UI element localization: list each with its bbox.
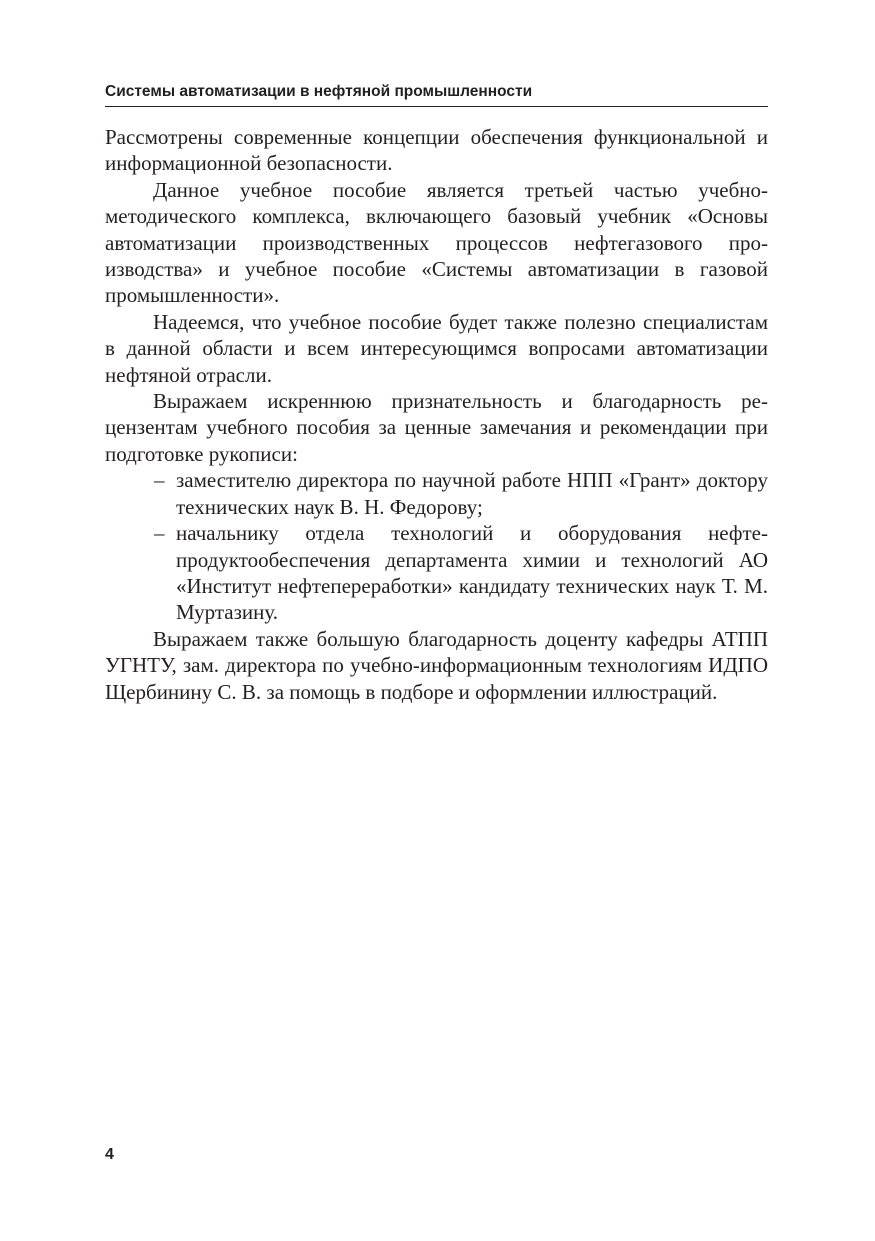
paragraph-security-concepts: Рассмотрены современные концепции обеспечения функциональной и информационной безопасности. <box>105 125 768 176</box>
list-dash: – <box>154 468 165 493</box>
paragraph-audience: Надеемся, что учебное пособие будет также полезно специалистам в данной области и всем интересующимся вопросами автоматизации нефтяной отрасли. <box>105 309 768 387</box>
list-dash: – <box>154 521 165 546</box>
running-head-title: Системы автоматизации в нефтяной промышленности <box>105 83 533 100</box>
list-item <box>105 520 768 626</box>
page-number: 4 <box>105 1146 114 1163</box>
paragraph-acknowledgement-illustrations: Выражаем также большую благодарность доценту кафедры АТПП УГНТУ, зам. директора по учебно-информационным технологиям ИДПО Щербинину С. В. за помощь в подборе и оформлении иллюстраций. <box>105 626 768 704</box>
page-body <box>105 124 768 705</box>
reviewers-list <box>105 467 768 625</box>
reviewer-text: заместителю директора по научной работе НПП «Грант» доктору технических наук В. Н. Федорову; <box>176 468 768 519</box>
paragraph-acknowledgement-reviewers: Выражаем искреннюю признательность и благодарность рецензентам учебного пособия за ценные замечания и рекомендации при подготовке рукописи: <box>105 389 768 466</box>
header-divider <box>105 106 768 107</box>
reviewer-text: начальнику отдела технологий и оборудования нефтепродуктообеспечения департамента химии и технологий АО «Институт нефтепереработки» кандидату технических наук Т. М. Муртазину. <box>176 521 768 625</box>
list-item <box>105 467 768 520</box>
paragraph-textbook-series: Данное учебное пособие является третьей частью учебно-методического комплекса, включающего базовый учебник «Основы автоматизации производственных процессов нефтегазового производства» и учебное пособие «Системы автоматизации в газовой промышленности». <box>105 177 768 308</box>
